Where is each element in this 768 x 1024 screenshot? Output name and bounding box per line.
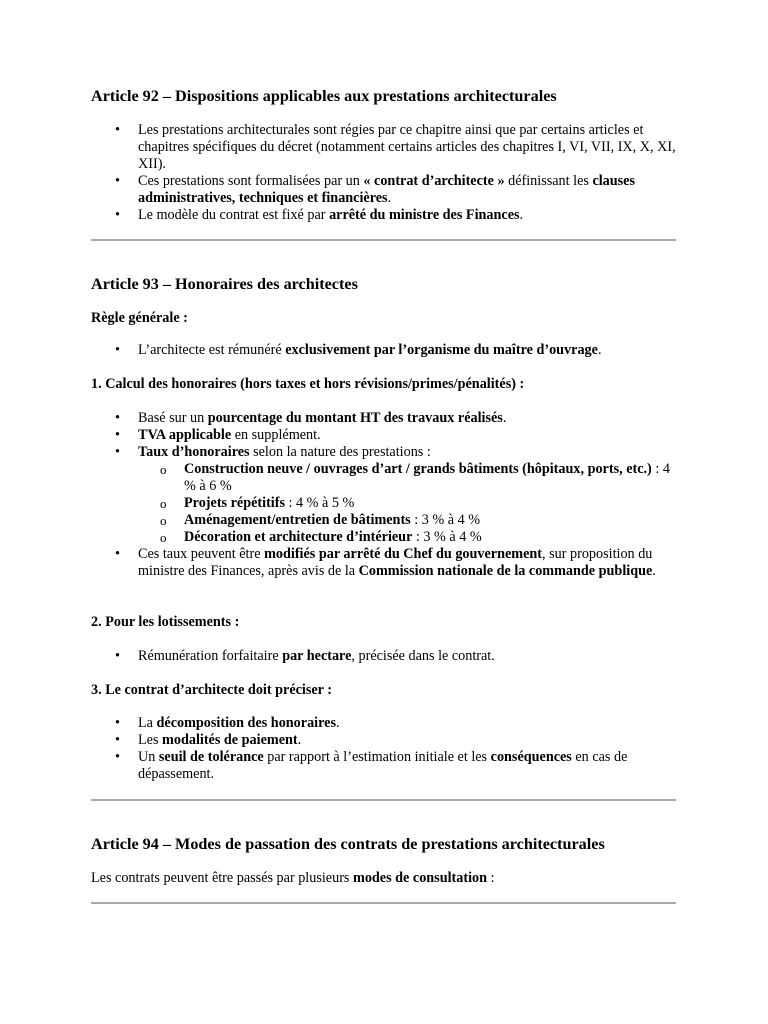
- article-94-title: Article 94 – Modes de passation des contrats de prestations architecturales: [91, 835, 605, 853]
- list-item: • Les prestations architecturales sont régies par ce chapitre ainsi que par certains articles et chapitres spécifiques du décret (notamment certains articles des chapitres I, VI, VII, IX, X, XI, XII).: [91, 122, 681, 173]
- list-item: • Les modalités de paiement.: [91, 732, 681, 749]
- section-divider: [91, 799, 676, 801]
- section-2-heading: 2. Pour les lotissements :: [91, 614, 240, 630]
- section-3-list: [91, 715, 681, 783]
- article-94-intro: Les contrats peuvent être passés par plusieurs modes de consultation :: [91, 870, 495, 886]
- rates-list: [91, 461, 681, 546]
- list-item: • L’architecte est rémunéré exclusivement par l’organisme du maître d’ouvrage.: [91, 342, 681, 359]
- rate-item: o Construction neuve / ouvrages d’art / grands bâtiments (hôpitaux, ports, etc.) : 4 % à 6 %: [91, 461, 681, 495]
- section-1-heading: 1. Calcul des honoraires (hors taxes et hors révisions/primes/pénalités) :: [91, 376, 525, 392]
- rate-item: o Décoration et architecture d’intérieur : 3 % à 4 %: [91, 529, 681, 546]
- list-item: • Un seuil de tolérance par rapport à l’estimation initiale et les conséquences en cas de dépassement.: [91, 749, 681, 783]
- article-93-title: Article 93 – Honoraires des architectes: [91, 275, 358, 293]
- rule-list: [91, 342, 681, 359]
- section-2-list: [91, 648, 681, 665]
- section-3-heading: 3. Le contrat d’architecte doit préciser :: [91, 682, 332, 698]
- list-item: • La décomposition des honoraires.: [91, 715, 681, 732]
- list-item: • Rémunération forfaitaire par hectare, précisée dans le contrat.: [91, 648, 681, 665]
- list-item: • Basé sur un pourcentage du montant HT des travaux réalisés.: [91, 410, 681, 427]
- section-1-list: [91, 410, 681, 580]
- section-divider: [91, 902, 676, 904]
- rate-item: o Projets répétitifs : 4 % à 5 %: [91, 495, 681, 512]
- list-item: • TVA applicable en supplément.: [91, 427, 681, 444]
- section-divider: [91, 239, 676, 241]
- list-item: • Ces taux peuvent être modifiés par arrêté du Chef du gouvernement, sur proposition du ministre des Finances, après avis de la Commission nationale de la commande publique.: [91, 546, 681, 580]
- list-item: • Taux d’honoraires selon la nature des prestations : o Construction neuve / ouvrages d’art / grands bâtiments (hôpitaux, ports, etc.) : 4 % à 6 % o Projets répétitifs : 4 % à 5 % o Aménagement/entretien de bâtiments : 3 % à 4 % o Décoration et architecture d’intérieur : 3 % à 4 %: [91, 444, 681, 546]
- article-92-title: Article 92 – Dispositions applicables aux prestations architecturales: [91, 87, 557, 105]
- rate-item: o Aménagement/entretien de bâtiments : 3 % à 4 %: [91, 512, 681, 529]
- list-item: • Le modèle du contrat est fixé par arrêté du ministre des Finances.: [91, 207, 681, 224]
- list-item: • Ces prestations sont formalisées par un « contrat d’architecte » définissant les clauses administratives, techniques et financières.: [91, 173, 681, 207]
- article-92-list: [91, 122, 681, 224]
- rule-heading: Règle générale :: [91, 310, 188, 326]
